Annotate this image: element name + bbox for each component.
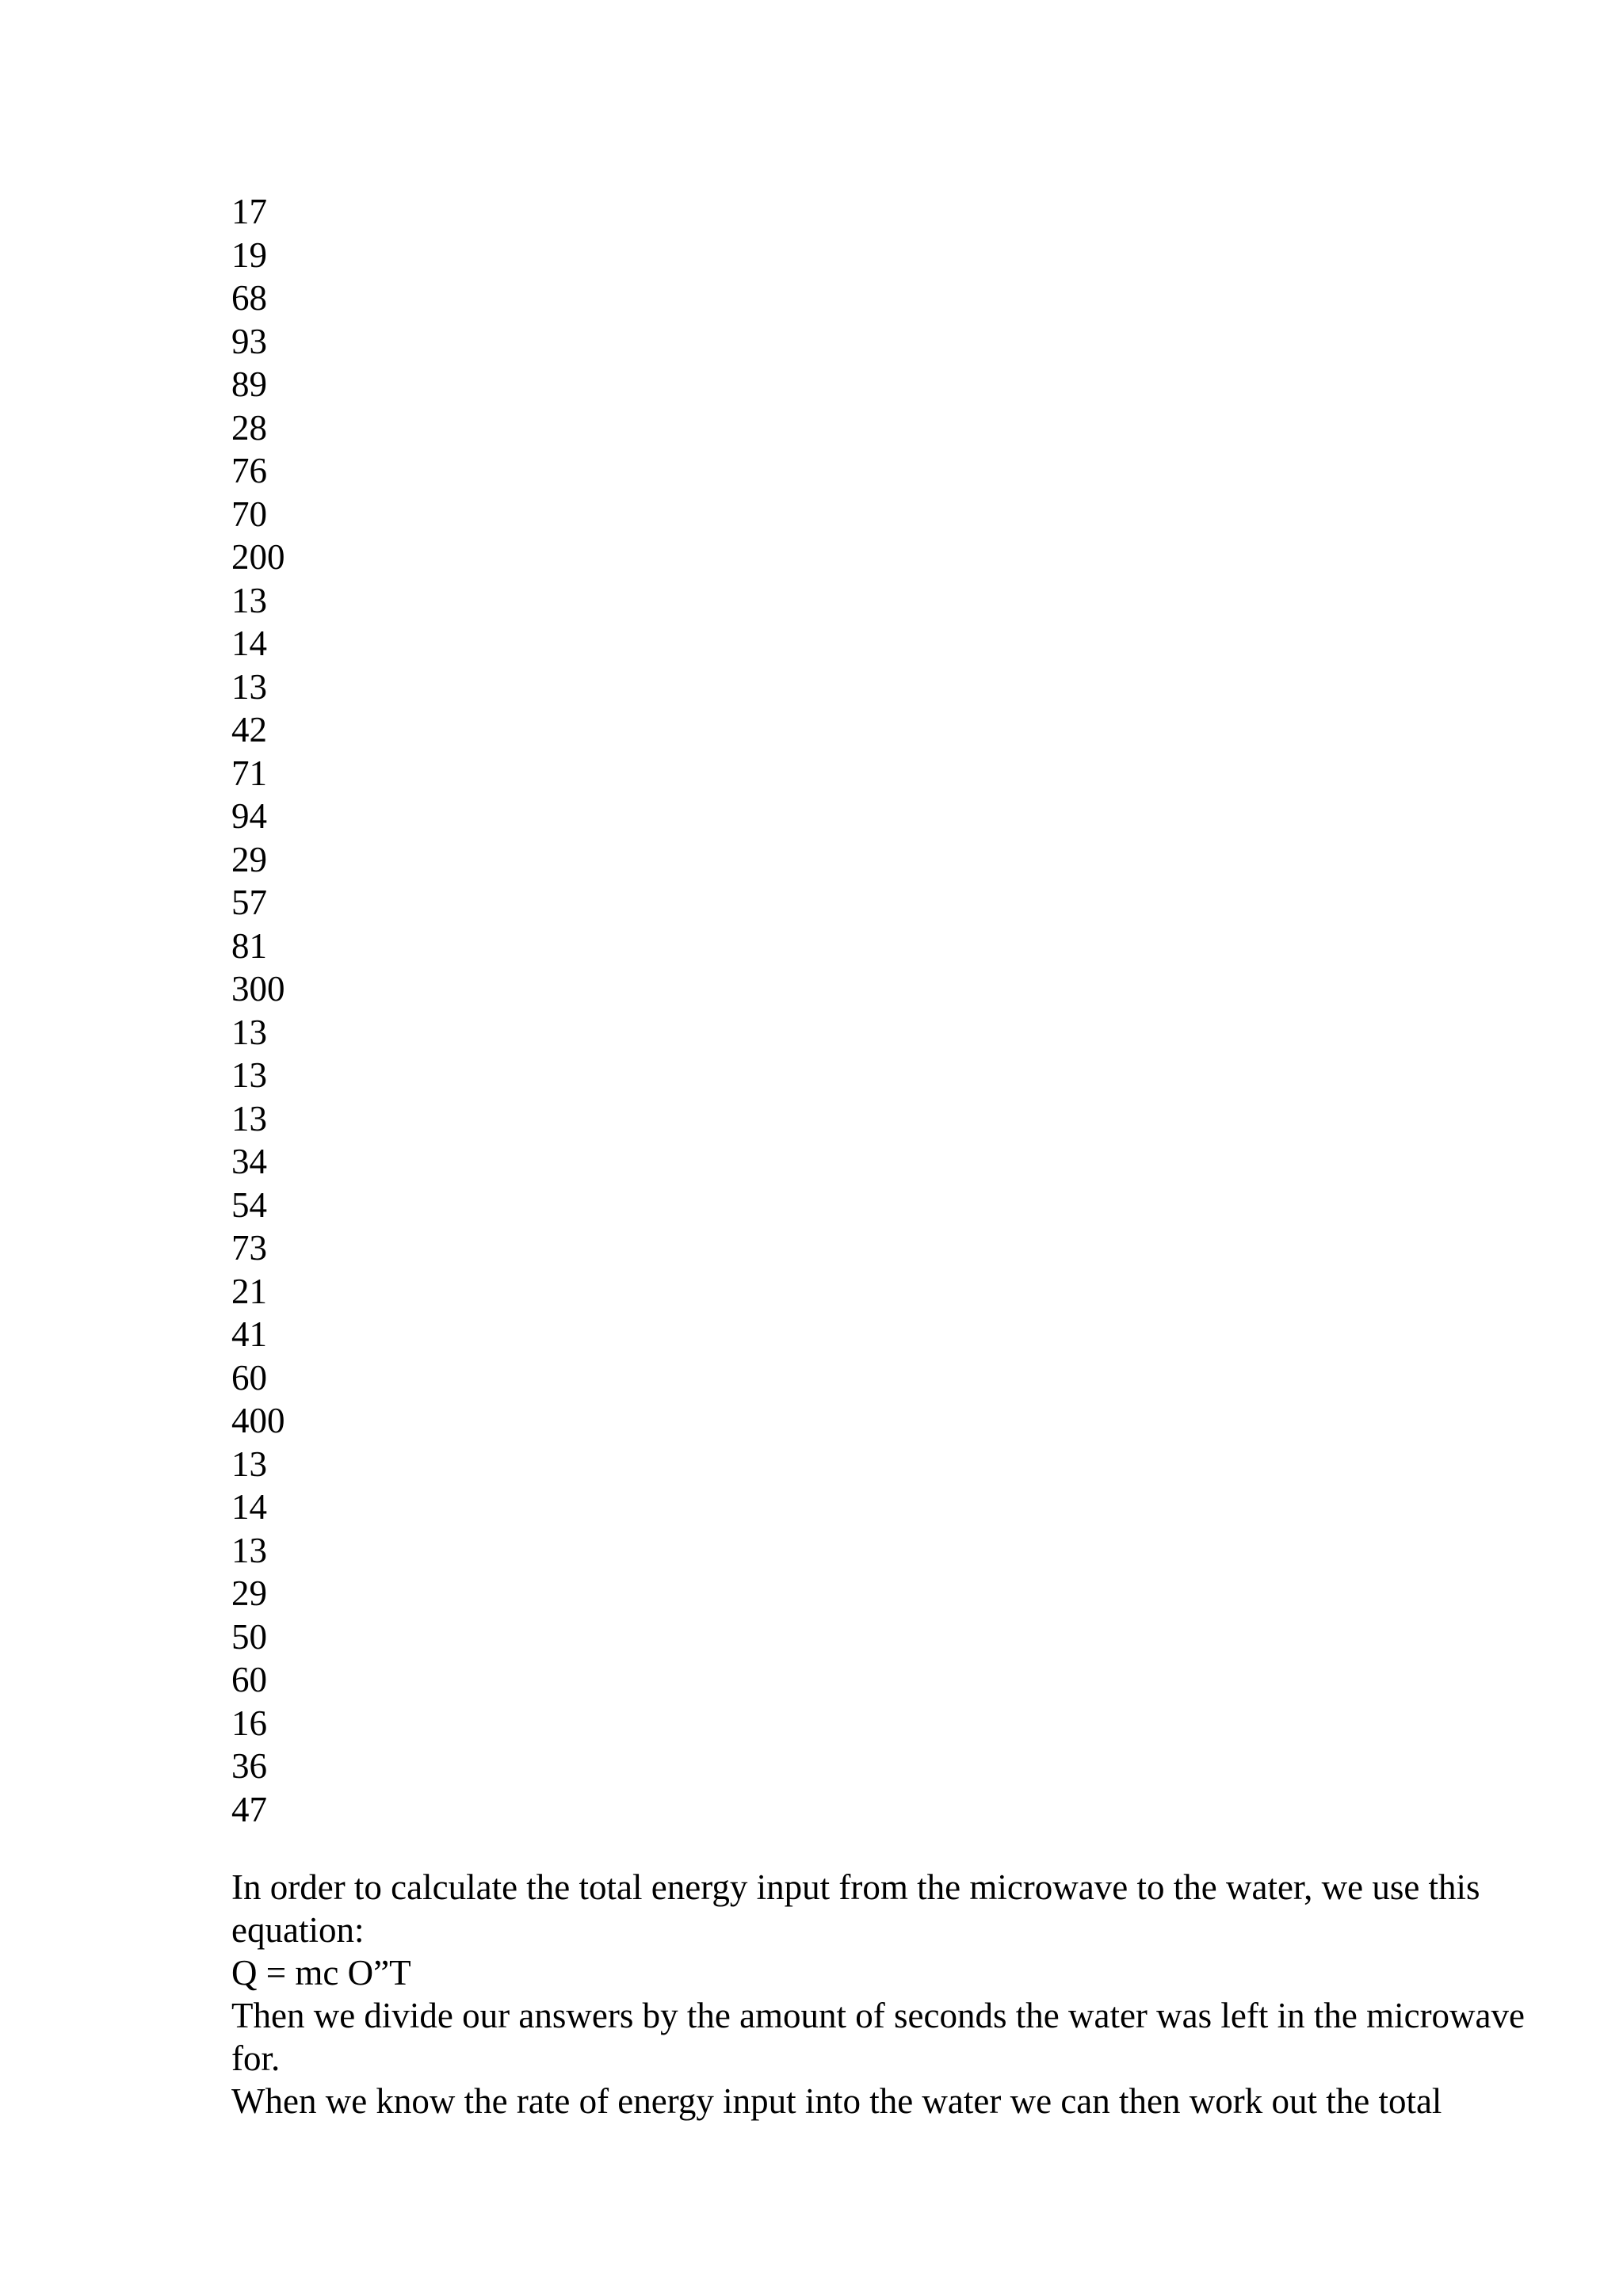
list-item: 89 [231,364,267,404]
list-item: 16 [231,1703,267,1743]
list-item: 68 [231,278,267,318]
list-item: 50 [231,1616,267,1657]
list-item: 60 [231,1660,267,1699]
list-item: 13 [231,1012,267,1052]
list-item: 13 [231,580,267,620]
list-item: 70 [231,494,267,534]
list-item: 200 [231,537,285,577]
list-item: 13 [231,1444,267,1484]
number-list [231,190,285,1831]
list-item: 29 [231,839,267,879]
list-item: 93 [231,321,267,361]
list-item: 71 [231,753,267,793]
list-item: 400 [231,1401,285,1440]
body-text [231,1866,1531,2122]
list-item: 57 [231,883,267,922]
list-item: 60 [231,1357,267,1398]
list-item: 13 [231,1098,267,1138]
list-item: 54 [231,1184,267,1225]
list-item: 28 [231,407,267,448]
list-item: 21 [231,1271,267,1311]
list-item: 17 [231,192,267,231]
equation-line: Q = mc O”T [231,1953,411,1993]
list-item: 76 [231,451,267,490]
list-item: 42 [231,710,267,749]
list-item: 29 [231,1573,267,1613]
list-item: 36 [231,1746,267,1786]
paragraph-divide-seconds: Then we divide our answers by the amount of seconds the water was left in the microwave for. [231,1996,1525,2078]
list-item: 34 [231,1142,267,1181]
list-item: 13 [231,666,267,707]
list-item: 94 [231,796,267,836]
list-item: 19 [231,235,267,275]
list-item: 14 [231,624,267,663]
list-item: 73 [231,1228,267,1268]
list-item: 41 [231,1314,267,1354]
list-item: 47 [231,1789,267,1829]
paragraph-rate-energy: When we know the rate of energy input into the water we can then work out the total [231,2081,1442,2121]
list-item: 13 [231,1530,267,1570]
list-item: 300 [231,969,285,1009]
list-item: 81 [231,925,267,966]
list-item: 14 [231,1487,267,1527]
list-item: 13 [231,1055,267,1095]
paragraph-energy-intro: In order to calculate the total energy input from the microwave to the water, we use this equation: [231,1867,1480,1950]
